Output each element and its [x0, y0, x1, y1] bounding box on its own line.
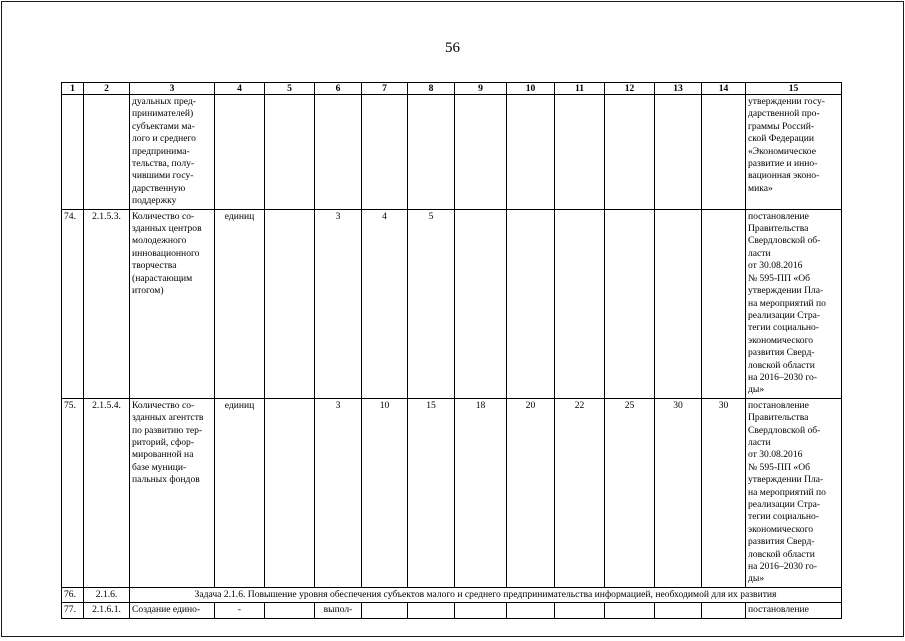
value-cell [555, 603, 605, 618]
unit-cell: - [215, 603, 265, 618]
header-cell: 8 [408, 83, 455, 95]
page-number: 56 [445, 40, 460, 56]
value-cell [315, 95, 362, 210]
value-cell: 10 [362, 398, 408, 587]
value-cell: 15 [408, 398, 455, 587]
value-cell [655, 603, 702, 618]
value-cell [507, 209, 555, 398]
value-cell: 20 [507, 398, 555, 587]
header-cell: 11 [555, 83, 605, 95]
value-cell: 30 [655, 398, 702, 587]
value-cell: 18 [455, 398, 507, 587]
value-cell [265, 209, 315, 398]
value-cell [655, 95, 702, 210]
value-cell [455, 209, 507, 398]
row-number [62, 95, 84, 210]
header-cell: 2 [84, 83, 130, 95]
header-cell: 5 [265, 83, 315, 95]
header-cell: 4 [215, 83, 265, 95]
value-cell [362, 95, 408, 210]
value-cell: 25 [605, 398, 655, 587]
value-cell [702, 95, 746, 210]
table-row [62, 209, 842, 398]
value-cell [408, 95, 455, 210]
header-cell: 1 [62, 83, 84, 95]
header-cell: 14 [702, 83, 746, 95]
header-cell: 3 [130, 83, 215, 95]
header-cell: 15 [746, 83, 842, 95]
header-row [62, 83, 842, 95]
source-document: утверждении госу- дарственной про- граммы Россий- ской Федерации «Экономическое развитие и инно- вационная эконо- мика» [746, 95, 842, 210]
document-page [1, 1, 904, 637]
indicator-name: дуальных пред- принимателей) субъектами ма- лого и среднего предпринима- тельства, полу- чившими госу- дарственную поддержку [130, 95, 215, 210]
value-cell: выпол- [315, 603, 362, 618]
value-cell [605, 95, 655, 210]
row-number: 74. [62, 209, 84, 398]
value-cell: 5 [408, 209, 455, 398]
unit-cell [215, 95, 265, 210]
value-cell [408, 603, 455, 618]
header-cell: 6 [315, 83, 362, 95]
value-cell [507, 603, 555, 618]
indicator-name: Создание едино- [130, 603, 215, 618]
value-cell [265, 398, 315, 587]
row-code: 2.1.5.3. [84, 209, 130, 398]
source-document: постановление Правительства Свердловской об- ласти от 30.08.2016 № 595-ПП «Об утверждении Пла- на мероприятий по реализации Стра- тегии социально- экономического развития Сверд- ловской области на 2016–2030 го- ды» [746, 209, 842, 398]
unit-cell: единиц [215, 398, 265, 587]
source-document: постановление Правительства Свердловской об- ласти от 30.08.2016 № 595-ПП «Об утверждении Пла- на мероприятий по реализации Стра- тегии социально- экономического развития Сверд- ловской области на 2016–2030 го- ды» [746, 398, 842, 587]
row-code: 2.1.5.4. [84, 398, 130, 587]
header-cell: 9 [455, 83, 507, 95]
value-cell [605, 603, 655, 618]
value-cell [555, 95, 605, 210]
value-cell: 3 [315, 209, 362, 398]
value-cell [362, 603, 408, 618]
value-cell [265, 603, 315, 618]
value-cell: 3 [315, 398, 362, 587]
indicator-name: Количество со- зданных центров молодежного инновационного творчества (нарастающим итогом) [130, 209, 215, 398]
row-number: 77. [62, 603, 84, 618]
header-cell: 13 [655, 83, 702, 95]
row-code: 2.1.6.1. [84, 603, 130, 618]
value-cell [455, 95, 507, 210]
row-code: 2.1.6. [84, 587, 130, 602]
task-row [62, 587, 842, 602]
value-cell [555, 209, 605, 398]
value-cell: 4 [362, 209, 408, 398]
source-document: постановление [746, 603, 842, 618]
value-cell [265, 95, 315, 210]
indicators-table [61, 82, 842, 619]
table-row [62, 603, 842, 618]
value-cell [702, 603, 746, 618]
header-cell: 12 [605, 83, 655, 95]
row-number: 75. [62, 398, 84, 587]
task-title: Задача 2.1.6. Повышение уровня обеспечения субъектов малого и среднего предпринимательства информацией, необходимой для их развития [130, 587, 842, 602]
value-cell [702, 209, 746, 398]
row-number: 76. [62, 587, 84, 602]
indicator-name: Количество со- зданных агентств по развитию тер- риторий, сфор- мированной на базе муници- пальных фондов [130, 398, 215, 587]
table-row [62, 95, 842, 210]
value-cell: 22 [555, 398, 605, 587]
unit-cell: единиц [215, 209, 265, 398]
header-cell: 7 [362, 83, 408, 95]
header-cell: 10 [507, 83, 555, 95]
value-cell [605, 209, 655, 398]
row-code [84, 95, 130, 210]
value-cell [655, 209, 702, 398]
value-cell: 30 [702, 398, 746, 587]
table-row [62, 398, 842, 587]
value-cell [507, 95, 555, 210]
value-cell [455, 603, 507, 618]
